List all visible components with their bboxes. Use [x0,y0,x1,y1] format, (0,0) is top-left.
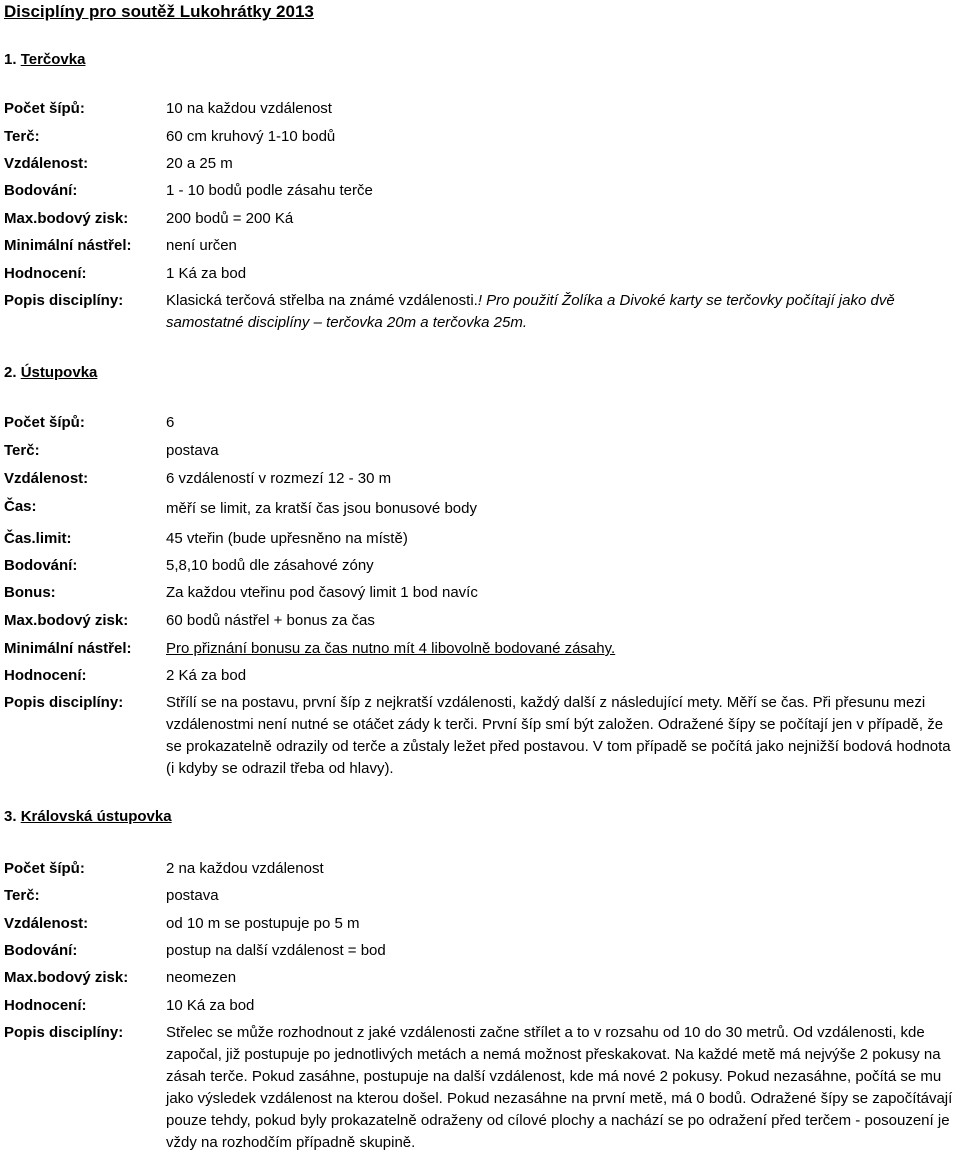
document-title: Disciplíny pro soutěž Lukohrátky 2013 [4,2,314,21]
field-value: 20 a 25 m [166,155,233,172]
section-heading-ustupovka [4,364,97,381]
field-value: Střílí se na postavu, první šíp z nejkratší vzdálenosti, každý další z následující mety. Měří se čas. Při přesunu mezi vzdálenostmi není nutné se otáčet zády k terči. První šíp smí být založen. Odražené šípy se počítají jen v případě, že se prokazatelně odrazily od terče a zůstaly ležet před postavou. V tom případě se počítá jako nejnižší bodová hodnota (i kdyby se odrazil třeba od hlavy). [166,694,951,777]
field-row [0,997,960,1021]
field-row [0,265,960,289]
field-label: Max.bodový zisk: [4,969,129,986]
field-value: neomezen [166,969,237,986]
field-label: Vzdálenost: [4,155,89,172]
field-label: Vzdálenost: [4,915,89,932]
field-label: Počet šípů: [4,100,85,117]
field-value: 10 na každou vzdálenost [166,100,332,117]
field-row [0,942,960,966]
field-value: 1 Ká za bod [166,265,247,282]
field-value: 10 Ká za bod [166,997,255,1014]
field-value: postup na další vzdálenost = bod [166,942,386,959]
field-row [0,640,960,664]
field-row [0,128,960,152]
field-row [0,969,960,993]
field-value: 6 [166,414,175,431]
field-label: Popis disciplíny: [4,1024,124,1041]
field-row [0,182,960,206]
section-name: Ústupovka [20,364,98,381]
field-label: Popis disciplíny: [4,694,124,711]
field-label: Bonus: [4,584,56,601]
field-row [0,612,960,636]
field-label: Terč: [4,442,40,459]
field-label: Terč: [4,128,40,145]
field-label: Hodnocení: [4,997,87,1014]
field-label: Hodnocení: [4,667,87,684]
field-row [0,557,960,581]
field-value: 5,8,10 bodů dle zásahové zóny [166,557,374,574]
section-heading-tercovka [4,51,85,68]
field-row [0,292,960,340]
field-value: Střelec se může rozhodnout z jaké vzdálenosti začne střílet a to v rozsahu od 10 do 30 metrů. Od vzdálenosti, kde započal, již postupuje po jednotlivých metách a nemá možnost přeskakovat. Na každé metě má nejvýše 2 pokusy na zásah terče. Pokud zasáhne, postupuje na další vzdálenost, kde má nové 2 pokusy. Pokud nezasáhne, počítá se mu jako výsledek vzdálenost na kterou došel. Pokud nezasáhne na první metě, má 0 bodů. Odražené šípy se započítávají pouze tehdy, pokud byly prokazatelně odraženy od cílové plochy a nachází se po odražení před terčem - posouzení je vždy na rozhodčím případně skupině. [166,1024,953,1151]
field-value: postava [166,442,219,459]
field-label: Max.bodový zisk: [4,612,129,629]
section-number: 1. [4,51,17,68]
description-note: ! Pro použití Žolíka a Divoké karty se terčovky počítají jako dvě samostatné disciplíny – terčovka 20m a terčovka 25m. [166,292,895,331]
field-label: Bodování: [4,557,78,574]
description-text: Klasická terčová střelba na známé vzdálenosti. [166,292,478,309]
field-value: Za každou vteřinu pod časový limit 1 bod navíc [166,584,478,601]
field-value: 6 vzdáleností v rozmezí 12 - 30 m [166,470,392,487]
section-number: 3. [4,808,17,825]
field-label: Bodování: [4,182,78,199]
field-row [0,530,960,554]
field-value: 1 - 10 bodů podle zásahu terče [166,182,373,199]
field-row [0,887,960,911]
field-label: Terč: [4,887,40,904]
field-row [0,584,960,608]
field-value: 2 na každou vzdálenost [166,860,324,877]
field-value: měří se limit, za kratší čas jsou bonusové body [166,500,477,517]
field-label: Počet šípů: [4,414,85,431]
field-label: Minimální nástřel: [4,640,132,657]
field-label: Hodnocení: [4,265,87,282]
field-row [0,442,960,466]
section-number: 2. [4,364,17,381]
field-value: 45 vteřin (bude upřesněno na místě) [166,530,408,547]
field-label: Počet šípů: [4,860,85,877]
field-row [0,1024,960,1156]
field-row [0,155,960,179]
field-row [0,237,960,261]
field-row [0,470,960,494]
field-label: Čas.limit: [4,530,72,547]
field-value: od 10 m se postupuje po 5 m [166,915,360,932]
section-heading-kralovska-ustupovka [4,808,172,825]
field-value: Pro přiznání bonusu za čas nutno mít 4 libovolně bodované zásahy. [166,640,616,657]
field-label: Popis disciplíny: [4,292,124,309]
field-value: postava [166,887,219,904]
field-row [0,210,960,234]
field-row [0,100,960,124]
field-value: 2 Ká za bod [166,667,247,684]
section-name: Královská ústupovka [20,808,172,825]
field-value: 60 cm kruhový 1-10 bodů [166,128,336,145]
section-name: Terčovka [20,51,86,68]
field-row [0,414,960,438]
field-row [0,915,960,939]
field-label: Čas: [4,498,37,515]
field-label: Vzdálenost: [4,470,89,487]
field-value: není určen [166,237,237,254]
field-value: 60 bodů nástřel + bonus za čas [166,612,375,629]
field-row [0,694,960,784]
field-label: Minimální nástřel: [4,237,132,254]
field-value [166,290,954,334]
field-row [0,667,960,691]
field-label: Max.bodový zisk: [4,210,129,227]
field-value: 200 bodů = 200 Ká [166,210,294,227]
field-label: Bodování: [4,942,78,959]
field-row [0,498,960,522]
field-row [0,860,960,884]
